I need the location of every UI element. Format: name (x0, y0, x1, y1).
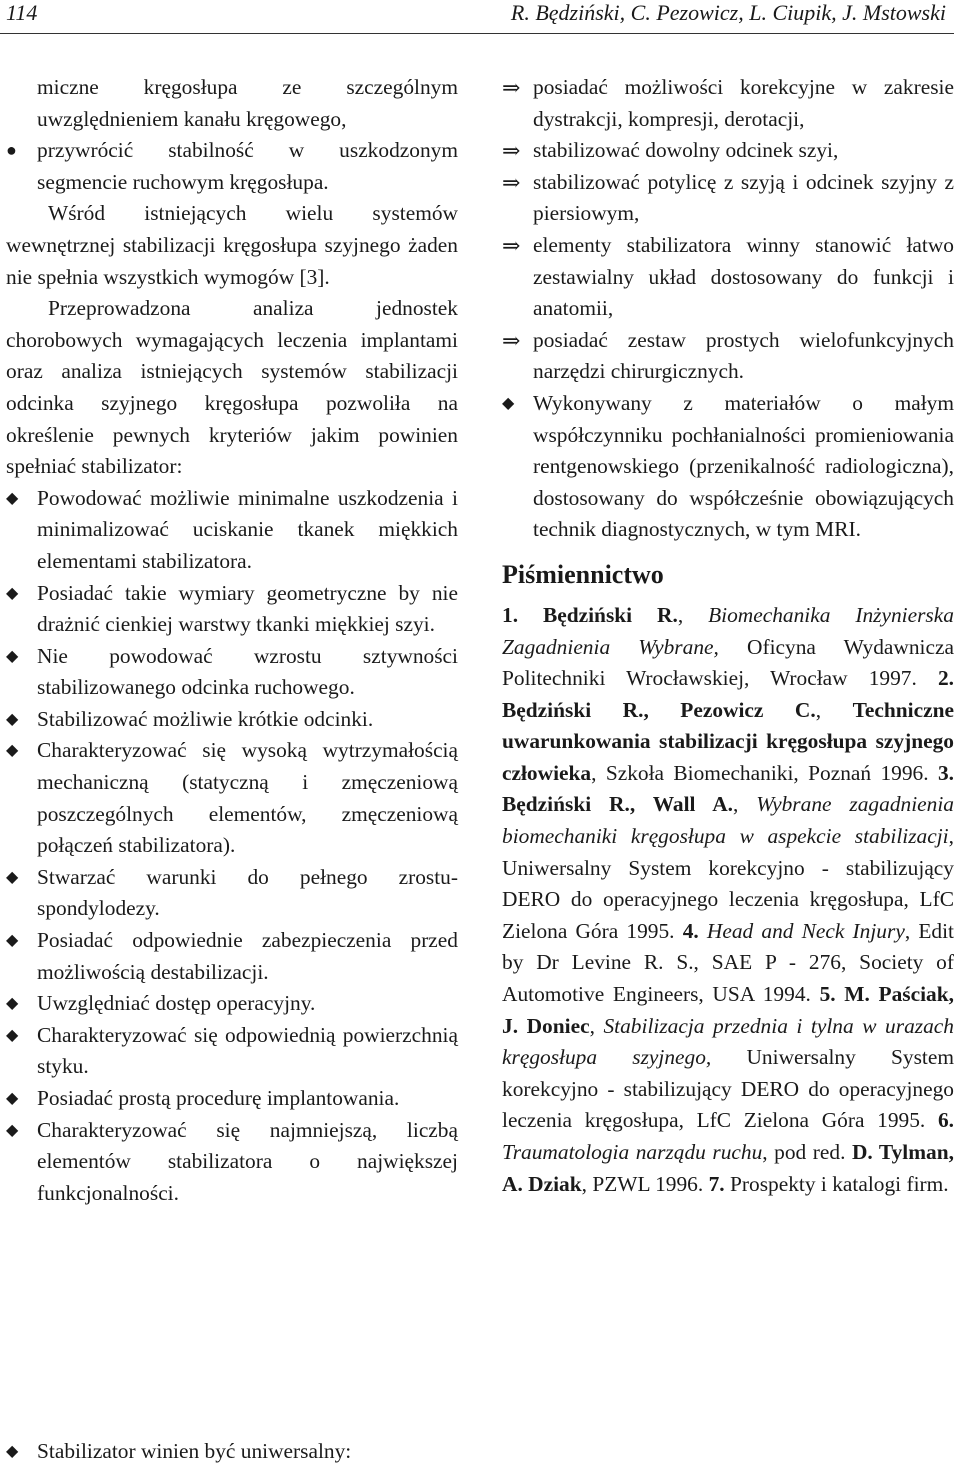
criteria-item: ◆ Stabilizować możliwie krótkie odcinki. (6, 704, 458, 736)
ref-publisher: Oficyna Wydawnicza Politechniki Wrocławskiej, Wrocław 1997. (502, 634, 954, 691)
ref-title: Stabilizacja przednia i tylna w urazach kręgosłupa szyjnego, (502, 1013, 954, 1070)
ref-publisher: Prospekty i katalogi firm. (730, 1171, 949, 1196)
diamond-bullet-icon: ◆ (6, 868, 19, 886)
implies-arrow-icon: ⇒ (502, 232, 521, 258)
ref-publisher: Uniwersalny System korekcyjno - stabilizujący DERO do operacyjnego leczenia kręgosłupa, LfC Zielona Góra 1995. (502, 1045, 954, 1133)
ref-title: Techniczne uwarunkowania stabilizacji kręgosłupa szyjnego człowieka (502, 697, 954, 785)
implies-arrow-icon: ⇒ (502, 169, 521, 195)
page-number: 114 (6, 0, 38, 25)
implies-arrow-icon: ⇒ (502, 327, 521, 353)
criteria-item: ◆ Wykonywany z materiałów o małym współczynniku pochłanialności promieniowania rentgenowskiego (przenikalność radiologiczna), dostosowany do współcześnie obowiązujących technik diagnostycznych, w tym MRI. (502, 388, 954, 546)
diamond-bullet-icon: ◆ (6, 1443, 19, 1460)
diamond-bullet-icon: ◆ (6, 1026, 19, 1044)
ref-number: 1. (502, 602, 519, 627)
implication-item: ⇒ elementy stabilizatora winny stanowić łatwo zestawialny układ dostosowany do funkcji i anatomii, (502, 230, 954, 325)
ref-title: Biomechanika Inżynierska Zagadnienia Wybrane, (502, 602, 954, 659)
diamond-bullet-icon: ◆ (6, 932, 19, 950)
diamond-bullet-icon: ◆ (6, 1090, 19, 1107)
bullet-dot-icon: ● (6, 140, 17, 161)
ref-title: Head and Neck Injury (706, 918, 905, 943)
criteria-list (6, 483, 458, 1210)
ref-author: D. Tylman, A. Dziak (502, 1140, 954, 1196)
ref-author: Będziński R. (542, 602, 678, 627)
ref-number: 3. (937, 760, 954, 785)
implies-arrow-icon: ⇒ (502, 138, 521, 164)
ref-publisher: , Szkoła Biomechaniki, Poznań 1996. (591, 760, 929, 785)
criteria-item: ◆ Posiadać prostą procedurę implantowania. (6, 1083, 458, 1115)
diamond-bullet-icon: ◆ (6, 710, 19, 728)
ref-title: Wybrane zagadnienia biomechaniki kręgosłupa w aspekcie stabilizacji (502, 792, 954, 849)
continued-item-text: miczne kręgosłupa ze szczególnym uwzględnieniem kanału kręgowego, (37, 75, 458, 131)
criteria-item: ◆ Charakteryzować się najmniejszą, liczbą elementów stabilizatora o największej funkcjonalności. (6, 1115, 458, 1210)
diamond-bullet-icon: ◆ (502, 394, 515, 412)
ref-publisher: , PZWL 1996. (581, 1171, 704, 1196)
ref-number: 2. (937, 666, 954, 691)
list-item (6, 72, 458, 135)
diamond-bullet-icon: ◆ (6, 647, 19, 665)
implies-arrow-icon: ⇒ (502, 75, 521, 100)
references-list: 1. Będziński R., Biomechanika Inżynierska Zagadnienia Wybrane, Oficyna Wydawnicza Politechniki Wrocławskiej, Wrocław 1997. 2. Będziński R., Pezowicz C., Techniczne uwarunkowania stabilizacji kręgosłupa szyjnego człowieka, Szkoła Biomechaniki, Poznań 1996. 3. Będziński R., Wall A., Wybrane zagadnienia biomechaniki kręgosłupa w aspekcie stabilizacji, Uniwersalny System korekcyjno - stabilizujący DERO do operacyjnego leczenia kręgosłupa, LfC Zielona Góra 1995. 4. Head and Neck Injury, Edit by Dr Levine R. S., SAE P - 276, Society of Automotive Engineers, USA 1994. 5. M. Paściak, J. Doniec, Stabilizacja przednia i tylna w urazach kręgosłupa szyjnego, Uniwersalny System korekcyjno - stabilizujący DERO do operacyjnego leczenia kręgosłupa, LfC Zielona Góra 1995. 6. Traumatologia narządu ruchu, pod red. D. Tylman, A. Dziak, PZWL 1996. 7. Prospekty i katalogi firm. (502, 602, 954, 1196)
implication-item: ⇒ stabilizować potylicę z szyją i odcinek szyjny z piersiowym, (502, 167, 954, 230)
ref-author: Będziński R., Wall A. (502, 792, 733, 817)
ref-publisher: , Edit by Dr Levine R. S., SAE P - 276, Society of Automotive Engineers, USA 1994. (502, 918, 954, 1007)
paragraph: Wśród istniejących wielu systemów wewnętrznej stabilizacji kręgosłupa szyjnego żaden nie spełnia wszystkich wymogów [3]. (6, 201, 458, 289)
criteria-item: ◆ Powodować możliwie minimalne uszkodzenia i minimalizować uciskanie tkanek miękkich elementami stabilizatora. (6, 483, 458, 578)
list-item-text: Stabilizator winien być uniwersalny: (37, 1439, 352, 1463)
ref-number: 6. (937, 1108, 954, 1133)
ref-author: M. Paściak, J. Doniec (502, 982, 954, 1038)
right-column (502, 72, 954, 1200)
diamond-bullet-icon: ◆ (6, 742, 19, 760)
diamond-bullet-icon: ◆ (6, 489, 19, 507)
references-heading: Piśmiennictwo (502, 559, 664, 589)
criteria-item: ◆ Posiadać odpowiednie zabezpieczenia przed możliwością destabilizacji. (6, 925, 458, 988)
criteria-item: ◆ Stwarzać warunki do pełnego zrostu-spondylodezy. (6, 862, 458, 925)
list-item-text: przywrócić stabilność w uszkodzonym segmencie ruchowym kręgosłupa. (37, 138, 458, 194)
implication-item: ⇒ stabilizować dowolny odcinek szyi, (502, 135, 954, 167)
criteria-item: ◆ Nie powodować wzrostu sztywności stabilizowanego odcinka ruchowego. (6, 641, 458, 704)
criteria-item: ◆ Charakteryzować się odpowiednią powierzchnią styku. (6, 1020, 458, 1083)
criteria-item (6, 1436, 489, 1468)
diamond-bullet-icon: ◆ (6, 1121, 19, 1139)
implication-item: ⇒ posiadać zestaw prostych wielofunkcyjnych narzędzi chirurgicznych. (502, 325, 954, 388)
ref-author: Będziński R., Pezowicz C. (502, 697, 816, 722)
left-column (6, 72, 458, 1209)
paragraph: Przeprowadzona analiza jednostek chorobowych wymagających leczenia implantami oraz analiza istniejących systemów stabilizacji odcinka szyjnego kręgosłupa pozwoliła na określenie pewnych kryteriów jakim powinien spełniać stabilizator: (6, 296, 458, 479)
ref-publisher: , Uniwersalny System korekcyjno - stabilizujący DERO do operacyjnego leczenia kręgosłupa, LfC Zielona Góra 1995. (502, 824, 954, 943)
ref-number: 7. (708, 1171, 725, 1196)
criteria-item: ◆ Uwzględniać dostęp operacyjny. (6, 988, 458, 1020)
criteria-item: ◆ Charakteryzować się wysoką wytrzymałością mechaniczną (statyczną i zmęczeniową poszczególnych elementów, zmęczeniową połączeń stabilizatora). (6, 735, 458, 861)
list-item (6, 135, 458, 198)
criteria-item: ◆ Posiadać takie wymiary geometryczne by nie drażnić cienkiej warstwy tkanki miękkiej szyi. (6, 578, 458, 641)
implication-item: ⇒ posiadać możliwości korekcyjne w zakresie dystrakcji, kompresji, derotacji, (502, 72, 954, 135)
implication-list (502, 72, 954, 388)
ref-number: 5. (819, 982, 836, 1007)
ref-number: 4. (682, 918, 699, 943)
page-header (6, 0, 946, 32)
ref-title: Traumatologia narządu ruchu (502, 1140, 763, 1164)
diamond-bullet-icon: ◆ (6, 995, 19, 1013)
diamond-bullet-icon: ◆ (6, 584, 19, 602)
running-authors: R. Będziński, C. Pezowicz, L. Ciupik, J. Mstowski (510, 0, 946, 25)
header-rule (0, 33, 954, 34)
